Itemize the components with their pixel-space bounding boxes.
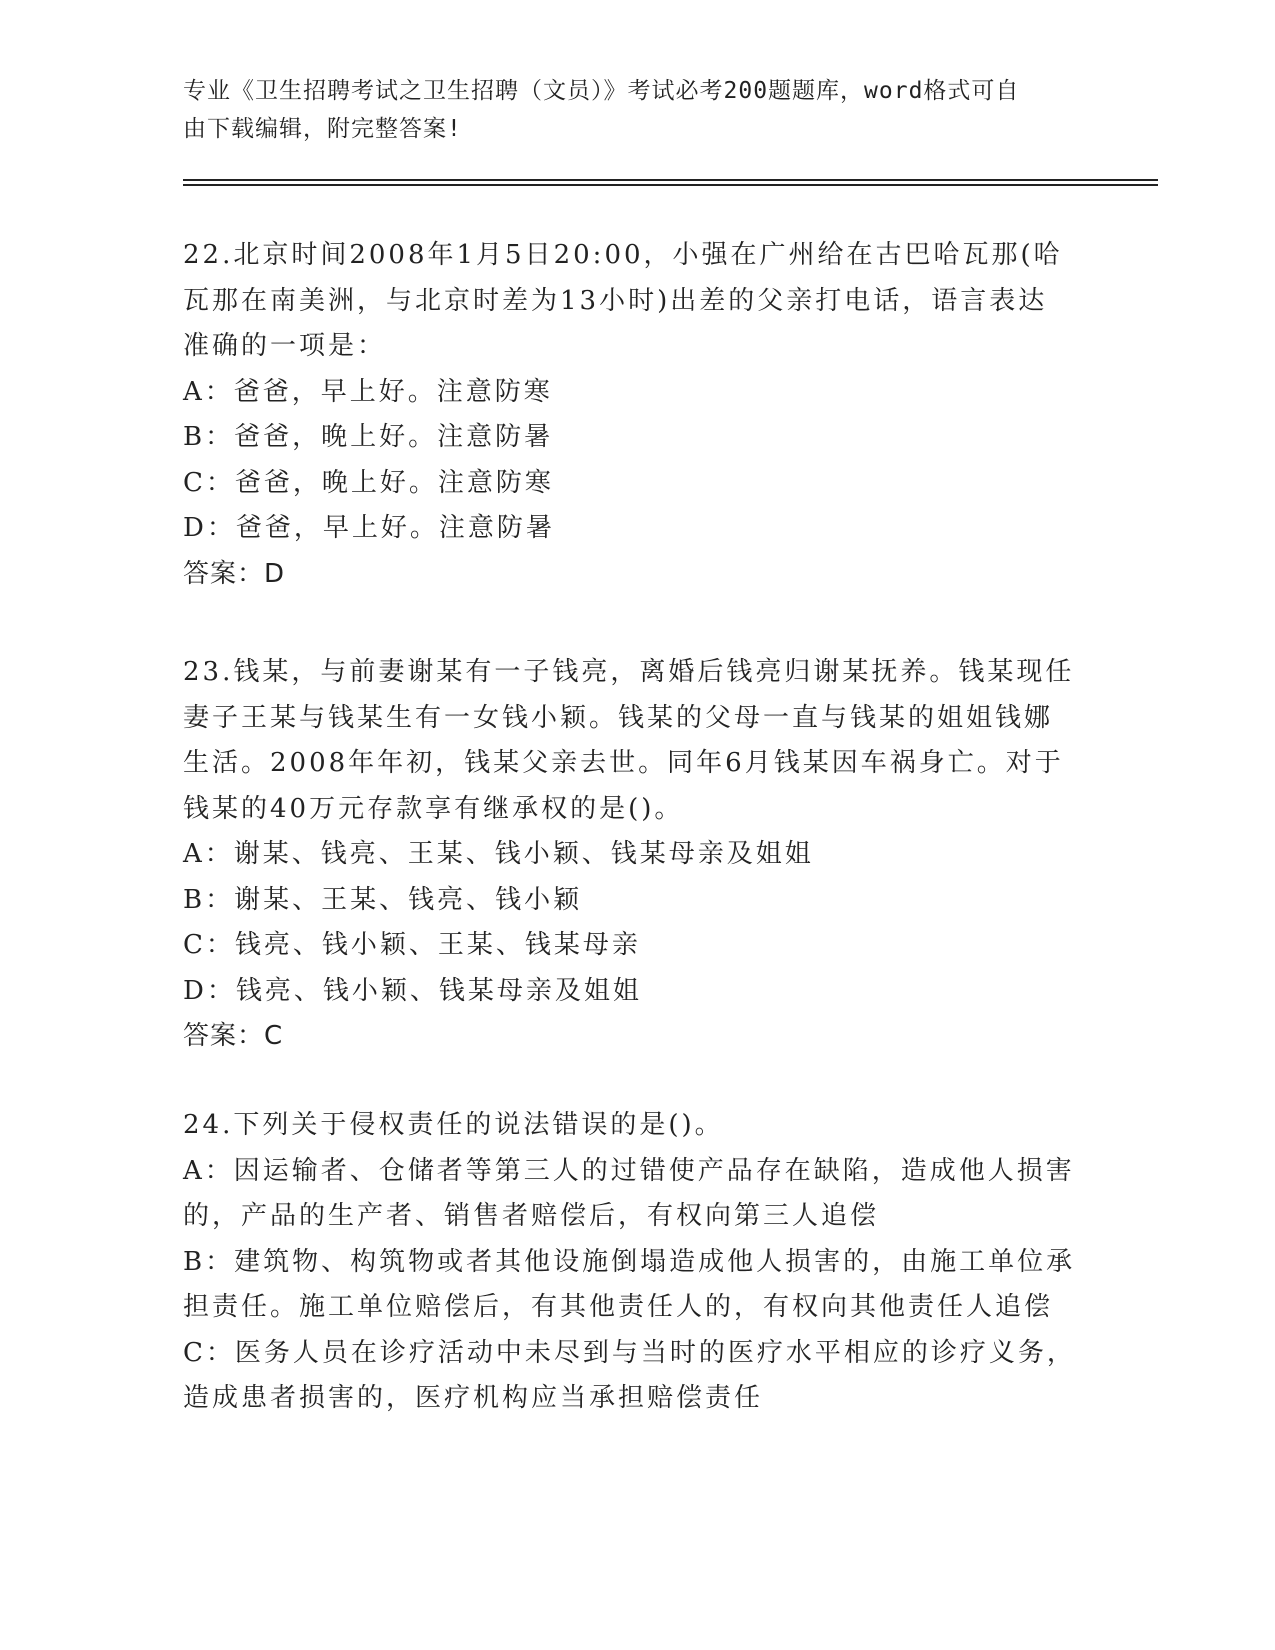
option-c: C：医务人员在诊疗活动中未尽到与当时的医疗水平相应的诊疗义务， <box>183 1337 1076 1368</box>
header-divider <box>183 179 1158 181</box>
option-a: A：因运输者、仓储者等第三人的过错使产品存在缺陷，造成他人损害 <box>183 1155 1075 1186</box>
answer: 答案：D <box>183 558 286 589</box>
option-d: D：钱亮、钱小颖、钱某母亲及姐姐 <box>183 975 642 1006</box>
question-24 <box>183 1103 1076 1422</box>
option-b: B：谢某、王某、钱亮、钱小颖 <box>183 884 583 915</box>
question-23 <box>183 650 1075 1060</box>
option-a: A：爸爸，早上好。注意防寒 <box>183 376 553 407</box>
question-stem: 妻子王某与钱某生有一女钱小颖。钱某的父母一直与钱某的姐姐钱娜 <box>183 702 1054 733</box>
option-b: B：爸爸，晚上好。注意防暑 <box>183 422 554 452</box>
option-c-continued: 造成患者损害的，医疗机构应当承担赔偿责任 <box>183 1383 764 1413</box>
question-stem: 22.北京时间2008年1月5日20:00，小强在广州给在古巴哈瓦那(哈 <box>183 240 1063 270</box>
option-a-continued: 的，产品的生产者、销售者赔偿后，有权向第三人追偿 <box>183 1201 880 1231</box>
document-header <box>183 72 1063 148</box>
option-c: C：钱亮、钱小颖、王某、钱某母亲 <box>183 930 641 960</box>
header-divider <box>183 184 1158 186</box>
question-22 <box>183 233 1063 597</box>
question-stem: 生活。2008年年初，钱某父亲去世。同年6月钱某因车祸身亡。对于 <box>183 748 1064 778</box>
answer: 答案：C <box>183 1021 284 1051</box>
option-d: D：爸爸，早上好。注意防暑 <box>183 513 555 543</box>
header-line: 由下载编辑，附完整答案! <box>183 116 462 142</box>
option-b: B：建筑物、构筑物或者其他设施倒塌造成他人损害的，由施工单位承 <box>183 1246 1076 1277</box>
option-a: A：谢某、钱亮、王某、钱小颖、钱某母亲及姐姐 <box>183 839 814 869</box>
header-line: 专业《卫生招聘考试之卫生招聘（文员）》考试必考200题题库，word格式可自 <box>183 78 1020 104</box>
question-stem: 钱某的40万元存款享有继承权的是()。 <box>183 793 684 824</box>
question-stem: 24.下列关于侵权责任的说法错误的是()。 <box>183 1110 724 1140</box>
option-c: C：爸爸，晚上好。注意防寒 <box>183 467 554 498</box>
option-b-continued: 担责任。施工单位赔偿后，有其他责任人的，有权向其他责任人追偿 <box>183 1292 1054 1322</box>
question-stem: 准确的一项是： <box>183 331 387 361</box>
question-stem: 23.钱某，与前妻谢某有一子钱亮，离婚后钱亮归谢某抚养。钱某现任 <box>183 657 1075 687</box>
question-stem: 瓦那在南美洲，与北京时差为13小时)出差的父亲打电话，语言表达 <box>183 285 1048 316</box>
